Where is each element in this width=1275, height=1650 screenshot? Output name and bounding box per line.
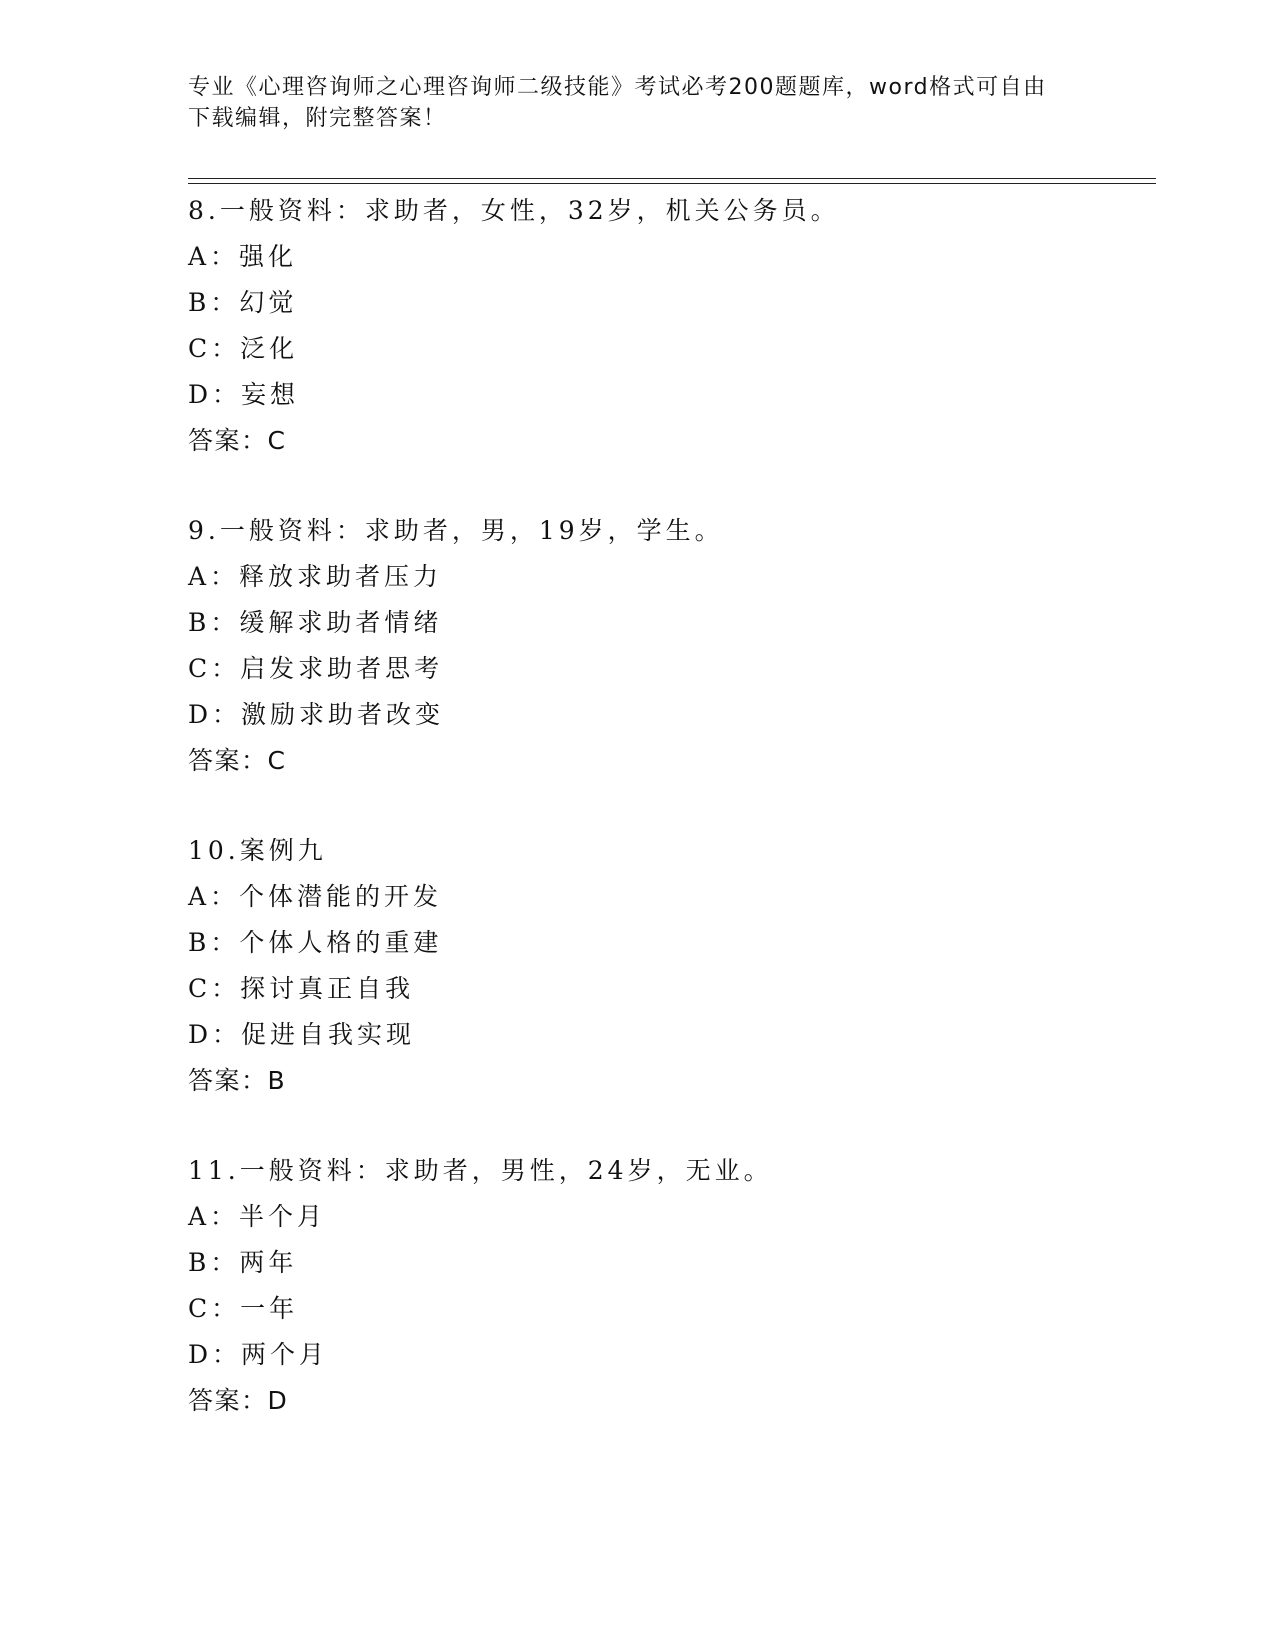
answer-line: 答案：C bbox=[188, 746, 287, 775]
question-block-9 bbox=[188, 508, 1148, 784]
question-stem: 8.一般资料：求助者，女性，32岁，机关公务员。 bbox=[188, 196, 840, 225]
option-a: A：半个月 bbox=[188, 1202, 327, 1231]
question-block-8 bbox=[188, 188, 1148, 464]
question-stem: 10.案例九 bbox=[188, 836, 327, 865]
answer-line: 答案：B bbox=[188, 1066, 287, 1095]
option-a: A：强化 bbox=[188, 242, 298, 271]
option-a: A：释放求助者压力 bbox=[188, 562, 443, 591]
option-c: C：启发求助者思考 bbox=[188, 654, 444, 683]
question-stem: 11.一般资料：求助者，男性，24岁，无业。 bbox=[188, 1156, 773, 1185]
header-divider-bottom bbox=[188, 183, 1156, 184]
answer-line: 答案：D bbox=[188, 1386, 289, 1415]
option-d: D：激励求助者改变 bbox=[188, 700, 445, 729]
option-d: D：两个月 bbox=[188, 1340, 329, 1369]
option-c: C：探讨真正自我 bbox=[188, 974, 415, 1003]
option-d: D：促进自我实现 bbox=[188, 1020, 416, 1049]
option-b: B：两年 bbox=[188, 1248, 298, 1277]
option-b: B：个体人格的重建 bbox=[188, 928, 443, 957]
option-c: C：泛化 bbox=[188, 334, 299, 363]
document-header: 专业《心理咨询师之心理咨询师二级技能》考试必考200题题库，word格式可自由下载编辑，附完整答案！ bbox=[188, 75, 1047, 131]
option-d: D：妄想 bbox=[188, 380, 300, 409]
option-b: B：幻觉 bbox=[188, 288, 298, 317]
option-b: B：缓解求助者情绪 bbox=[188, 608, 443, 637]
question-stem: 9.一般资料：求助者，男，19岁，学生。 bbox=[188, 516, 724, 545]
option-c: C：一年 bbox=[188, 1294, 299, 1323]
question-block-11 bbox=[188, 1148, 1148, 1424]
header-divider-top bbox=[188, 178, 1156, 179]
question-block-10 bbox=[188, 828, 1148, 1104]
option-a: A：个体潜能的开发 bbox=[188, 882, 443, 911]
answer-line: 答案：C bbox=[188, 426, 287, 455]
